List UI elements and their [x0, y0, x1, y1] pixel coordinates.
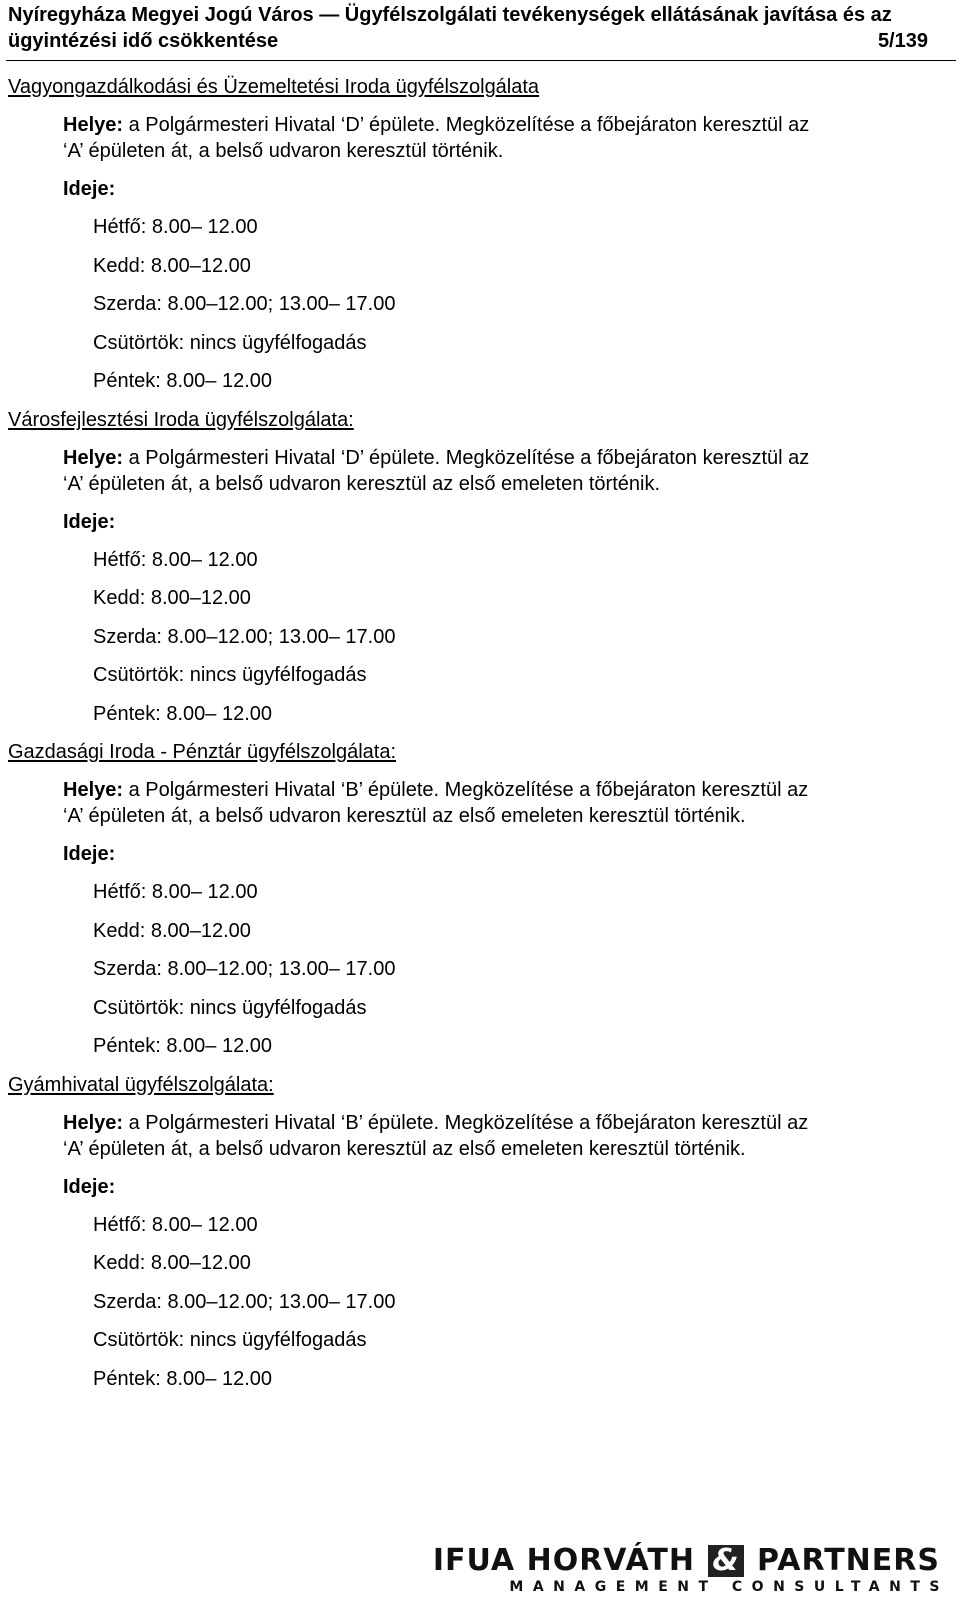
document-title-line2: ügyintézési idő csökkentése: [8, 30, 279, 52]
opening-hours-item: Hétfő: 8.00– 12.00: [93, 1213, 258, 1236]
location-paragraph: [63, 112, 938, 164]
opening-hours-item: Csütörtök: nincs ügyfélfogadás: [93, 331, 367, 354]
header-divider: [6, 60, 956, 61]
location-text-line1: a Polgármesteri Hivatal ‘D’ épülete. Megközelítése a főbejáraton keresztül az: [123, 446, 810, 469]
opening-hours-item: Hétfő: 8.00– 12.00: [93, 216, 258, 238]
logo-main-left: IFUA HORVÁTH: [432, 1543, 695, 1578]
document-body: [8, 74, 938, 1404]
opening-hours-item: Péntek: 8.00– 12.00: [93, 1367, 273, 1390]
opening-hours-item: Hétfő: 8.00– 12.00: [93, 881, 258, 903]
document-title-line1: Nyíregyháza Megyei Jogú Város — Ügyfélszolgálati tevékenységek ellátásának javítása és az: [8, 4, 892, 26]
document-title-line2-row: [8, 28, 928, 54]
location-paragraph: [63, 445, 938, 497]
location-paragraph: [63, 777, 938, 829]
opening-hours-item: Szerda: 8.00–12.00; 13.00– 17.00: [93, 293, 396, 315]
office-section: [8, 407, 938, 740]
opening-hours-list: [93, 879, 938, 1072]
page-header: [8, 0, 928, 54]
opening-hours-list: [93, 214, 938, 407]
section-title: Vagyongazdálkodási és Üzemeltetési Iroda ügyfélszolgálata: [8, 76, 540, 98]
logo-ampersand: &: [708, 1545, 743, 1577]
opening-hours-list: [93, 547, 938, 740]
location-text-line1: a Polgármesteri Hivatal ‘B’ épülete. Megközelítése a főbejáraton keresztül az: [123, 1111, 809, 1134]
location-label: Helye:: [63, 446, 124, 469]
opening-hours-item: Kedd: 8.00–12.00: [93, 587, 251, 609]
opening-hours-item: Csütörtök: nincs ügyfélfogadás: [93, 996, 367, 1019]
opening-hours-item: Hétfő: 8.00– 12.00: [93, 548, 258, 571]
opening-hours-list: [93, 1212, 938, 1405]
hours-label: Ideje:: [63, 178, 116, 200]
logo-wordmark: [433, 1545, 940, 1577]
location-text-line2: ‘A’ épületen át, a belső udvaron keresztül az első emeleten keresztül történik.: [63, 805, 746, 827]
opening-hours-item: Kedd: 8.00–12.00: [93, 919, 251, 942]
section-title: Gazdasági Iroda - Pénztár ügyfélszolgálata:: [8, 741, 396, 763]
office-section: [8, 739, 938, 1072]
hours-label: Ideje:: [63, 1175, 116, 1198]
location-text-line1: a Polgármesteri Hivatal ‘D’ épülete. Megközelítése a főbejáraton keresztül az: [123, 114, 810, 136]
location-text-line2: ‘A’ épületen át, a belső udvaron keresztül az első emeleten keresztül történik.: [63, 1137, 746, 1160]
page-number: 5/139: [877, 30, 928, 52]
company-logo: [432, 1543, 949, 1597]
hours-label: Ideje:: [63, 510, 116, 533]
hours-label: Ideje:: [63, 843, 116, 865]
opening-hours-item: Szerda: 8.00–12.00; 13.00– 17.00: [93, 625, 396, 648]
office-section: [8, 1072, 938, 1405]
location-label: Helye:: [63, 1111, 124, 1134]
opening-hours-item: Kedd: 8.00–12.00: [93, 1252, 251, 1274]
opening-hours-item: Péntek: 8.00– 12.00: [93, 702, 273, 725]
opening-hours-item: Csütörtök: nincs ügyfélfogadás: [93, 1329, 367, 1351]
section-title: Városfejlesztési Iroda ügyfélszolgálata:: [8, 408, 354, 431]
location-text-line2: ‘A’ épületen át, a belső udvaron keresztül történik.: [63, 140, 504, 162]
opening-hours-item: Péntek: 8.00– 12.00: [93, 1035, 273, 1057]
location-label: Helye:: [63, 779, 124, 801]
location-label: Helye:: [63, 114, 124, 136]
opening-hours-item: Csütörtök: nincs ügyfélfogadás: [93, 664, 367, 686]
opening-hours-item: Szerda: 8.00–12.00; 13.00– 17.00: [93, 958, 396, 980]
location-text-line1: a Polgármesteri Hivatal ‘B’ épülete. Megközelítése a főbejáraton keresztül az: [123, 779, 809, 801]
location-text-line2: ‘A’ épületen át, a belső udvaron keresztül az első emeleten történik.: [63, 472, 661, 495]
location-paragraph: [63, 1110, 938, 1162]
logo-tagline: MANAGEMENT CONSULTANTS: [509, 1579, 949, 1595]
opening-hours-item: Kedd: 8.00–12.00: [93, 254, 251, 277]
opening-hours-item: Péntek: 8.00– 12.00: [93, 370, 273, 392]
opening-hours-item: Szerda: 8.00–12.00; 13.00– 17.00: [93, 1290, 396, 1313]
logo-main-right: PARTNERS: [757, 1543, 940, 1578]
section-title: Gyámhivatal ügyfélszolgálata:: [8, 1073, 274, 1096]
office-section: [8, 74, 938, 407]
